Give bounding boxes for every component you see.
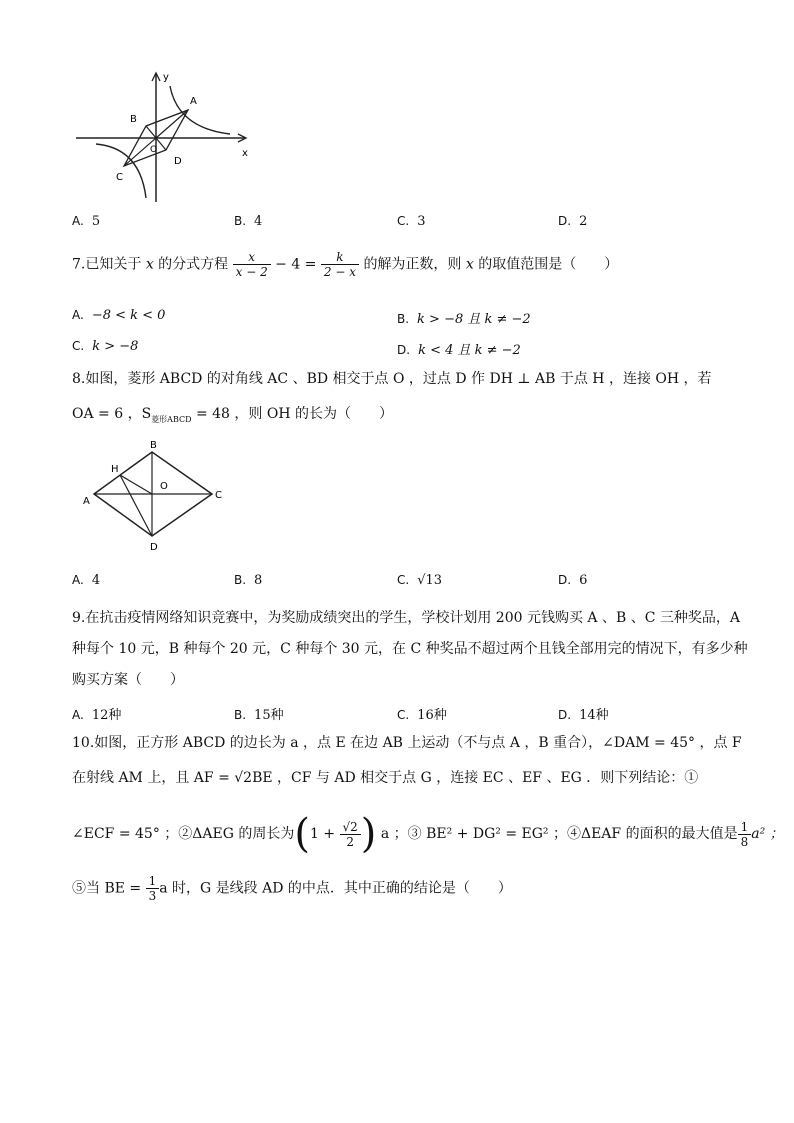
option-label: B. [234, 573, 247, 587]
option-value: k < 4 且 k ≠ −2 [418, 343, 521, 358]
q6-option-a[interactable] [72, 214, 100, 229]
option-label: A. [72, 214, 84, 228]
q8-line2-b: = 48 ，则 OH 的长为（ ） [191, 406, 393, 422]
hyperbola-branch-2 [96, 144, 146, 198]
option-label: A. [72, 708, 84, 722]
q6-option-b[interactable] [234, 214, 262, 229]
option-value: 8 [254, 573, 263, 588]
option-value: 14种 [579, 708, 609, 723]
label-d: D [150, 542, 158, 553]
q10-line3-a: ∠ECF = 45° ；②ΔAEG 的周长为 [72, 826, 295, 842]
q9-stem-line-2: 种每个 10 元，B 种每个 20 元，C 种每个 30 元，在 C 种奖品不超过两个且钱全部用完的情况下，有多少种 [72, 641, 748, 657]
fraction-numerator: k [321, 250, 359, 265]
q7-prefix: 7.已知关于 [72, 256, 142, 273]
q8-stem-line-1: 8.如图，菱形 ABCD 的对角线 AC 、BD 相交于点 O ，过点 D 作 DH ⊥ AB 于点 H ，连接 OH ，若 [72, 371, 712, 387]
option-label: C. [397, 214, 410, 228]
option-label: D. [558, 708, 572, 722]
q10-fraction-sqrt2-over-2 [340, 820, 361, 849]
q7-var-k: x [465, 256, 474, 273]
q10-stem-line-1: 10.如图，正方形 ABCD 的边长为 a ，点 E 在边 AB 上运动（不与点 A ，B 重合），∠DAM = 45° ，点 F [72, 735, 742, 751]
option-label: A. [72, 573, 84, 587]
q10-line4-b: a 时，G 是线段 AD 的中点．其中正确的结论是（ ） [159, 880, 512, 897]
option-value: −8 < k < 0 [91, 308, 166, 323]
q10-fraction-one-eighth [738, 820, 752, 849]
fraction-numerator: 1 [146, 874, 160, 889]
option-label: D. [558, 214, 572, 228]
q9-option-b[interactable] [234, 704, 284, 723]
label-b: B [150, 440, 157, 451]
q7-option-a[interactable] [72, 308, 165, 323]
q10-stem-line-3 [72, 811, 784, 857]
label-d: D [174, 156, 182, 167]
option-value: k > −8 且 k ≠ −2 [417, 312, 531, 327]
q7-option-d[interactable] [397, 339, 521, 358]
option-label: D. [397, 343, 411, 357]
q7-option-c[interactable] [72, 339, 138, 354]
q8-option-a[interactable] [72, 573, 100, 588]
option-value: 4 [91, 573, 101, 588]
fraction-numerator: √2 [340, 820, 361, 835]
q8-stem-line-2 [72, 404, 393, 430]
q9-stem-line-3: 购买方案（ ） [72, 672, 184, 688]
q10-stem-line-4 [72, 874, 512, 903]
q10-line4-a: ⑤当 BE = [72, 880, 146, 897]
q9-option-c[interactable] [397, 704, 447, 723]
q10-line3-c: a² ； [751, 826, 784, 842]
label-b: B [130, 114, 137, 125]
option-label: D. [558, 573, 572, 587]
q7-suffix: 的解为正数，则 [363, 256, 462, 273]
q8-option-c[interactable] [397, 573, 442, 588]
option-value: 3 [417, 214, 426, 229]
q8-area-subscript: 菱形ABCD [151, 414, 192, 424]
segment-hb [120, 452, 152, 475]
q8-option-b[interactable] [234, 573, 262, 588]
option-value: 2 [579, 214, 588, 229]
option-value: 4 [254, 214, 263, 229]
label-a: A [83, 496, 90, 507]
label-h: H [111, 464, 119, 475]
q6-option-d[interactable] [558, 214, 587, 229]
q7-minus-four: − 4 = [275, 256, 321, 273]
q8-line2-a: OA = 6 ，S [72, 406, 152, 422]
option-value: √13 [417, 573, 443, 588]
fraction-denominator: x − 2 [235, 265, 268, 279]
option-value: 5 [91, 214, 101, 229]
q10-line3-b: a ；③ BE² + DG² = EG² ；④ΔEAF 的面积的最大值是 [376, 826, 738, 842]
label-o: O [160, 481, 168, 492]
option-value: 6 [579, 573, 588, 588]
option-label: C. [397, 573, 410, 587]
option-label: B. [234, 708, 247, 722]
q7-suffix-2: 的取值范围是（ ） [478, 256, 619, 273]
option-value: k > −8 [92, 339, 139, 354]
option-label: C. [397, 708, 410, 722]
fraction-numerator: x [233, 250, 271, 265]
q9-option-d[interactable] [558, 704, 609, 723]
q6-option-c[interactable] [397, 214, 425, 229]
q7-fraction-1 [233, 250, 271, 279]
fraction-numerator: 1 [738, 820, 752, 835]
option-label: B. [234, 214, 247, 228]
label-x: x [242, 148, 248, 159]
label-a: A [190, 96, 197, 107]
q7-option-b[interactable] [397, 308, 531, 327]
option-label: B. [397, 312, 410, 326]
label-o: O [150, 145, 158, 155]
fraction-denominator: 2 − x [323, 265, 356, 279]
q6-figure [70, 68, 260, 208]
q8-figure [78, 438, 228, 554]
q10-paren-left: ( [294, 811, 310, 857]
q10-one-plus: 1 + [309, 826, 340, 842]
q7-var-x: x [145, 256, 154, 273]
q9-stem-line-1: 9.在抗击疫情网络知识竞赛中，为奖励成绩突出的学生，学校计划用 200 元钱购买 A 、B 、C 三种奖品，A [72, 610, 740, 626]
label-c: C [215, 490, 222, 501]
fraction-denominator: 8 [740, 834, 749, 849]
label-y: y [163, 72, 169, 83]
extra-line-1 [156, 110, 188, 138]
option-label: A. [72, 308, 84, 322]
fraction-denominator: 2 [346, 834, 354, 849]
option-label: C. [72, 339, 85, 353]
option-value: 15种 [254, 708, 284, 723]
option-value: 12种 [91, 708, 122, 723]
fraction-denominator: 3 [148, 889, 157, 903]
q10-paren-right: ) [360, 811, 377, 857]
q10-stem-line-2: 在射线 AM 上，且 AF = √2BE ，CF 与 AD 相交于点 G ，连接 EC 、EF 、EG ．则下列结论：① [72, 770, 699, 786]
q8-option-d[interactable] [558, 573, 587, 588]
option-value: 16种 [417, 708, 447, 723]
q7-mid: 的分式方程 [158, 256, 229, 273]
label-c: C [116, 172, 123, 183]
q7-fraction-2 [321, 250, 359, 279]
q7-stem [72, 250, 618, 279]
q10-fraction-one-third [146, 874, 160, 903]
q9-option-a[interactable] [72, 704, 121, 723]
extra-line-2 [146, 110, 188, 126]
